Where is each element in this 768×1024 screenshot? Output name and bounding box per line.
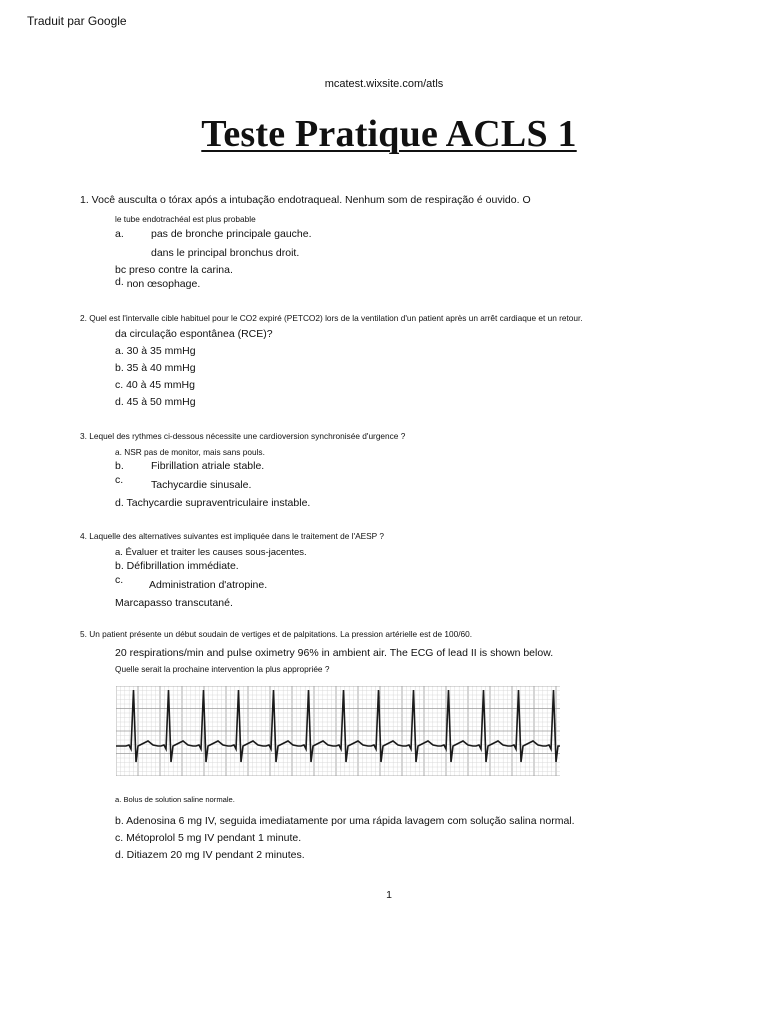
option-letter: a. bbox=[115, 228, 124, 240]
question-2-stem: 2. Quel est l'intervalle cible habituel pour le CO2 expiré (PETCO2) lors de la ventilation d'un patient après un arrêt cardiaque et un retour. bbox=[80, 313, 583, 323]
question-2-stem-continued: da circulação espontânea (RCE)? bbox=[115, 328, 273, 340]
option-text: Administration d'atropine. bbox=[149, 579, 268, 591]
question-2-option-b: b. 35 à 40 mmHg bbox=[115, 362, 196, 374]
question-3-option-c bbox=[115, 474, 252, 491]
question-3-option-d: d. Tachycardie supraventriculaire instable. bbox=[115, 497, 311, 509]
ecg-grid bbox=[116, 686, 560, 776]
question-1-stem: 1. Você ausculta o tórax após a intubação endotraqueal. Nenhum som de respiração é ouvido. O bbox=[80, 194, 531, 206]
question-5-option-d: d. Ditiazem 20 mg IV pendant 2 minutes. bbox=[115, 849, 305, 861]
question-5-option-a: a. Bolus de solution saline normale. bbox=[115, 795, 235, 804]
question-2-option-a: a. 30 à 35 mmHg bbox=[115, 345, 196, 357]
question-5-stem: 5. Un patient présente un début soudain de vertiges et de palpitations. La pression artérielle est de 100/60. bbox=[80, 629, 473, 639]
question-2-option-d: d. 45 à 50 mmHg bbox=[115, 396, 196, 408]
option-letter: c. bbox=[115, 574, 124, 586]
option-letter: b. bbox=[115, 460, 124, 472]
translation-banner: Traduit par Google bbox=[27, 14, 127, 28]
question-3-option-a: a. NSR pas de monitor, mais sans pouls. bbox=[115, 447, 265, 457]
question-1-option-c: bc preso contre la carina. bbox=[115, 264, 233, 276]
question-2-option-c: c. 40 à 45 mmHg bbox=[115, 379, 195, 391]
option-text: pas de bronche principale gauche. bbox=[151, 228, 312, 240]
option-letter: d. bbox=[115, 276, 124, 288]
question-1-option-d bbox=[115, 278, 200, 290]
question-5-option-c: c. Métoprolol 5 mg IV pendant 1 minute. bbox=[115, 832, 302, 844]
ecg-trace bbox=[116, 690, 560, 762]
question-4-option-c bbox=[115, 574, 268, 591]
question-3-stem: 3. Lequel des rythmes ci-dessous nécessite une cardioversion synchronisée d'urgence ? bbox=[80, 431, 406, 441]
question-3-option-b bbox=[115, 460, 264, 472]
question-1-stem-continued: le tube endotrachéal est plus probable bbox=[115, 214, 256, 224]
question-5-option-b: b. Adenosina 6 mg IV, seguida imediatamente por uma rápida lavagem com solução salina normal. bbox=[115, 815, 575, 827]
question-4-option-b: b. Défibrillation immédiate. bbox=[115, 560, 239, 572]
option-text: Fibrillation atriale stable. bbox=[151, 460, 265, 472]
question-4-option-a: a. Évaluer et traiter les causes sous-jacentes. bbox=[115, 547, 307, 558]
option-text: Tachycardie sinusale. bbox=[151, 479, 252, 491]
option-text: non œsophage. bbox=[126, 278, 201, 290]
question-1-option-a bbox=[115, 228, 312, 240]
page-title bbox=[0, 112, 768, 156]
question-5-stem-question: Quelle serait la prochaine intervention la plus appropriée ? bbox=[115, 664, 330, 674]
question-4-option-d: Marcapasso transcutané. bbox=[115, 597, 233, 609]
option-letter: c. bbox=[115, 474, 124, 486]
question-4-stem: 4. Laquelle des alternatives suivantes est impliquée dans le traitement de l'AESP ? bbox=[80, 531, 384, 541]
ecg-lead-ii-strip bbox=[116, 686, 560, 776]
source-url: mcatest.wixsite.com/atls bbox=[324, 78, 444, 90]
question-1-option-b: dans le principal bronchus droit. bbox=[151, 247, 300, 259]
page-number: 1 bbox=[386, 889, 392, 901]
question-5-stem-continued: 20 respirations/min and pulse oximetry 96% in ambient air. The ECG of lead II is shown below. bbox=[115, 647, 554, 659]
page-title-text: Teste Pratique ACLS 1 bbox=[201, 113, 577, 155]
